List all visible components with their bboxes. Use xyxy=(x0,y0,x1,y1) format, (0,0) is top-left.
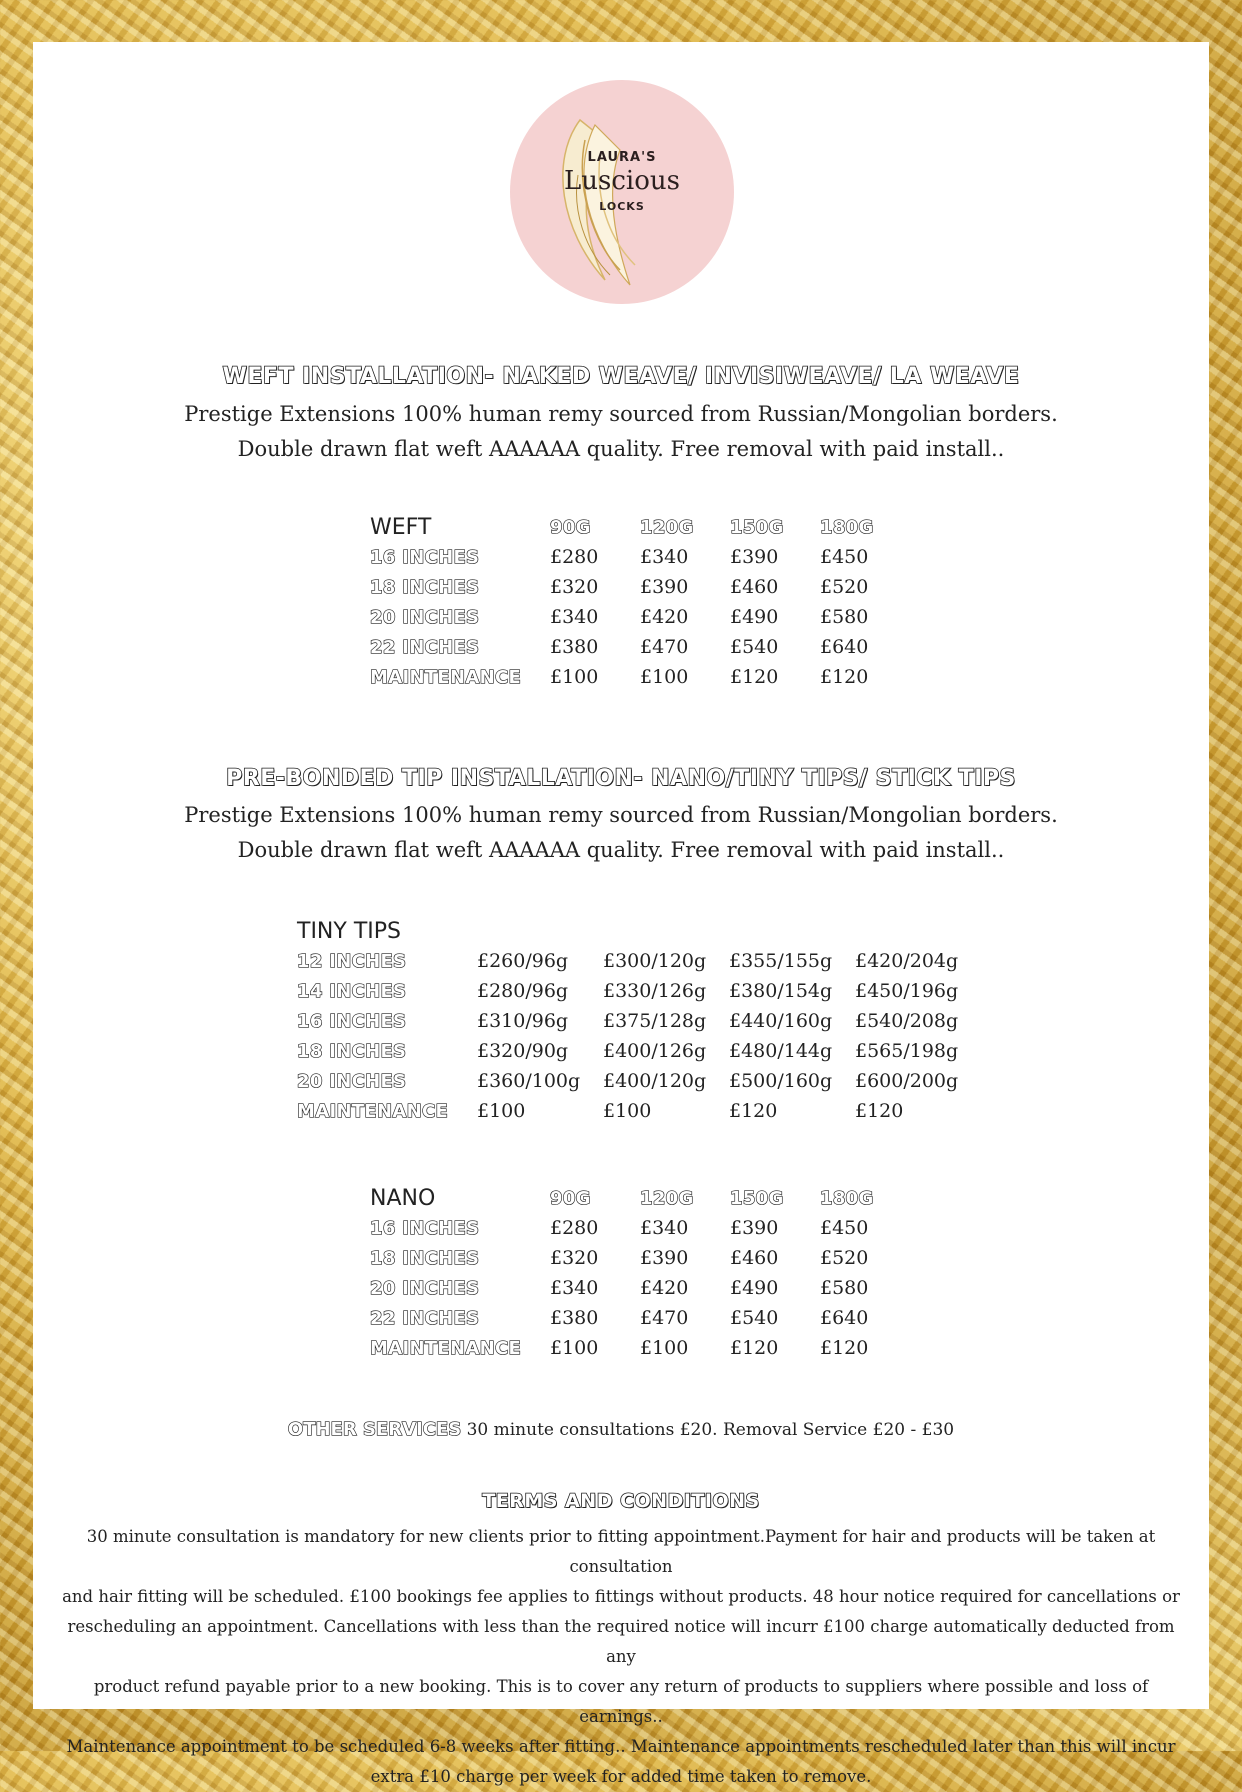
column-header: 150G xyxy=(730,1187,784,1209)
logo-text-lauras: LAURA'S xyxy=(587,150,657,165)
price-cell: £280 xyxy=(550,1217,599,1239)
price-cell: £280 xyxy=(550,546,599,568)
price-cell: £400/126g xyxy=(603,1040,707,1062)
price-cell: £520 xyxy=(820,1247,869,1269)
terms-line: product refund payable prior to a new booking. This is to cover any return of products to suppliers where possible and loss of earnings.. xyxy=(93,1677,1149,1726)
price-cell: £520 xyxy=(820,576,869,598)
price-cell: £360/100g xyxy=(477,1070,581,1092)
price-list-sheet xyxy=(33,42,1209,1786)
price-cell: £460 xyxy=(730,576,779,598)
price-cell: £420 xyxy=(640,1277,689,1299)
price-cell: £640 xyxy=(820,1307,869,1329)
price-cell: £120 xyxy=(729,1100,778,1122)
table-row xyxy=(297,976,981,1006)
row-label: MAINTENANCE xyxy=(297,1100,449,1122)
price-cell: £100 xyxy=(640,666,689,688)
table-row xyxy=(370,602,910,632)
column-header: 90G xyxy=(550,516,591,538)
price-cell: £470 xyxy=(640,636,689,658)
table-row xyxy=(370,1213,910,1243)
price-cell: £580 xyxy=(820,606,869,628)
price-cell: £640 xyxy=(820,636,869,658)
terms-body xyxy=(55,1522,1187,1792)
price-cell: £100 xyxy=(640,1337,689,1359)
price-cell: £565/198g xyxy=(855,1040,959,1062)
table-row xyxy=(370,542,910,572)
other-services-label: OTHER SERVICES xyxy=(287,1419,462,1440)
column-header: 150G xyxy=(730,516,784,538)
row-label: 12 INCHES xyxy=(297,950,407,972)
table-row xyxy=(370,1273,910,1303)
nano-table-corner-label: NANO xyxy=(370,1185,436,1211)
price-cell: £100 xyxy=(550,1337,599,1359)
price-cell: £320/90g xyxy=(477,1040,569,1062)
weft-table-corner-label: WEFT xyxy=(370,514,432,540)
price-cell: £340 xyxy=(640,1217,689,1239)
price-cell: £460 xyxy=(730,1247,779,1269)
logo-text-locks: LOCKS xyxy=(599,200,645,213)
tip-section-title: PRE-BONDED TIP INSTALLATION- NANO/TINY TIPS/ STICK TIPS xyxy=(226,766,1016,791)
weft-desc-line-2: Double drawn flat weft AAAAAA quality. Free removal with paid install.. xyxy=(237,437,1005,461)
table-header-row xyxy=(370,512,910,542)
price-cell: £120 xyxy=(820,666,869,688)
table-header-row xyxy=(370,1183,910,1213)
price-cell: £340 xyxy=(640,546,689,568)
price-cell: £470 xyxy=(640,1307,689,1329)
tip-desc-line-1: Prestige Extensions 100% human remy sourced from Russian/Mongolian borders. xyxy=(184,803,1058,827)
column-header: 90G xyxy=(550,1187,591,1209)
price-cell: £490 xyxy=(730,1277,779,1299)
logo-text-luscious: Luscious xyxy=(564,166,680,196)
table-row xyxy=(370,572,910,602)
price-cell: £390 xyxy=(640,1247,689,1269)
price-cell: £310/96g xyxy=(477,1010,569,1032)
price-cell: £100 xyxy=(477,1100,526,1122)
column-header: 180G xyxy=(820,516,874,538)
price-cell: £600/200g xyxy=(855,1070,959,1092)
price-cell: £375/128g xyxy=(603,1010,707,1032)
price-cell: £540 xyxy=(730,636,779,658)
terms-title: TERMS AND CONDITIONS xyxy=(482,1490,760,1512)
table-row xyxy=(370,1303,910,1333)
price-cell: £490 xyxy=(730,606,779,628)
price-cell: £540 xyxy=(730,1307,779,1329)
price-cell: £450 xyxy=(820,1217,869,1239)
weft-desc-line-1: Prestige Extensions 100% human remy sourced from Russian/Mongolian borders. xyxy=(184,402,1058,426)
other-services-text: 30 minute consultations £20. Removal Service £20 - £30 xyxy=(461,1420,955,1440)
price-cell: £120 xyxy=(730,666,779,688)
price-cell: £390 xyxy=(730,546,779,568)
row-label: 18 INCHES xyxy=(370,1247,480,1269)
price-cell: £450/196g xyxy=(855,980,959,1002)
price-cell: £120 xyxy=(820,1337,869,1359)
price-cell: £120 xyxy=(730,1337,779,1359)
price-cell: £380 xyxy=(550,636,599,658)
price-cell: £540/208g xyxy=(855,1010,959,1032)
row-label: 16 INCHES xyxy=(370,1217,480,1239)
weft-price-table xyxy=(370,512,910,692)
price-cell: £390 xyxy=(640,576,689,598)
row-label: 20 INCHES xyxy=(297,1070,407,1092)
table-row xyxy=(297,946,981,976)
price-cell: £300/120g xyxy=(603,950,707,972)
table-row xyxy=(370,1333,910,1363)
price-cell: £450 xyxy=(820,546,869,568)
row-label: 18 INCHES xyxy=(370,576,480,598)
row-label: 18 INCHES xyxy=(297,1040,407,1062)
price-cell: £380/154g xyxy=(729,980,833,1002)
price-cell: £340 xyxy=(550,606,599,628)
tiny-tips-price-table xyxy=(297,916,981,1126)
table-row xyxy=(370,632,910,662)
price-cell: £440/160g xyxy=(729,1010,833,1032)
price-cell: £320 xyxy=(550,576,599,598)
terms-line: extra £10 charge per week for added time taken to remove. xyxy=(370,1767,872,1786)
row-label: MAINTENANCE xyxy=(370,666,522,688)
column-header: 180G xyxy=(820,1187,874,1209)
column-header: 120G xyxy=(640,516,694,538)
price-cell: £580 xyxy=(820,1277,869,1299)
price-cell: £355/155g xyxy=(729,950,833,972)
price-cell: £340 xyxy=(550,1277,599,1299)
price-cell: £500/160g xyxy=(729,1070,833,1092)
terms-line: rescheduling an appointment. Cancellations with less than the required notice will incurr £100 charge automatically deducted from any xyxy=(67,1617,1175,1666)
nano-price-table xyxy=(370,1183,910,1363)
price-cell: £420 xyxy=(640,606,689,628)
row-label: 14 INCHES xyxy=(297,980,407,1002)
table-row xyxy=(297,1096,981,1126)
weft-section-title: WEFT INSTALLATION- NAKED WEAVE/ INVISIWEAVE/ LA WEAVE xyxy=(222,364,1020,389)
price-cell: £100 xyxy=(550,666,599,688)
row-label: 20 INCHES xyxy=(370,606,480,628)
price-cell: £390 xyxy=(730,1217,779,1239)
price-cell: £120 xyxy=(855,1100,904,1122)
price-cell: £100 xyxy=(603,1100,652,1122)
tip-desc-line-2: Double drawn flat weft AAAAAA quality. Free removal with paid install.. xyxy=(237,838,1005,862)
table-row xyxy=(297,1036,981,1066)
price-cell: £320 xyxy=(550,1247,599,1269)
table-row xyxy=(370,1243,910,1273)
terms-line: 30 minute consultation is mandatory for new clients prior to fitting appointment.Payment for hair and products will be taken at consultation xyxy=(86,1527,1156,1576)
row-label: 20 INCHES xyxy=(370,1277,480,1299)
price-cell: £330/126g xyxy=(603,980,707,1002)
price-cell: £420/204g xyxy=(855,950,959,972)
terms-line: and hair fitting will be scheduled. £100 bookings fee applies to fittings without products. 48 hour notice required for cancellations or xyxy=(62,1587,1180,1606)
row-label: 16 INCHES xyxy=(297,1010,407,1032)
tiny-tips-table-corner-label: TINY TIPS xyxy=(297,918,401,944)
column-header: 120G xyxy=(640,1187,694,1209)
price-cell: £480/144g xyxy=(729,1040,833,1062)
price-cell: £280/96g xyxy=(477,980,569,1002)
row-label: MAINTENANCE xyxy=(370,1337,522,1359)
other-services-line xyxy=(33,1419,1209,1440)
table-header-row xyxy=(297,916,981,946)
table-row xyxy=(370,662,910,692)
price-cell: £380 xyxy=(550,1307,599,1329)
price-cell: £400/120g xyxy=(603,1070,707,1092)
price-cell: £260/96g xyxy=(477,950,569,972)
row-label: 16 INCHES xyxy=(370,546,480,568)
brand-logo xyxy=(510,80,734,304)
row-label: 22 INCHES xyxy=(370,636,480,658)
terms-line: Maintenance appointment to be scheduled 6-8 weeks after fitting.. Maintenance appointments rescheduled later than this will incur xyxy=(66,1737,1176,1756)
table-row xyxy=(297,1066,981,1096)
row-label: 22 INCHES xyxy=(370,1307,480,1329)
table-row xyxy=(297,1006,981,1036)
